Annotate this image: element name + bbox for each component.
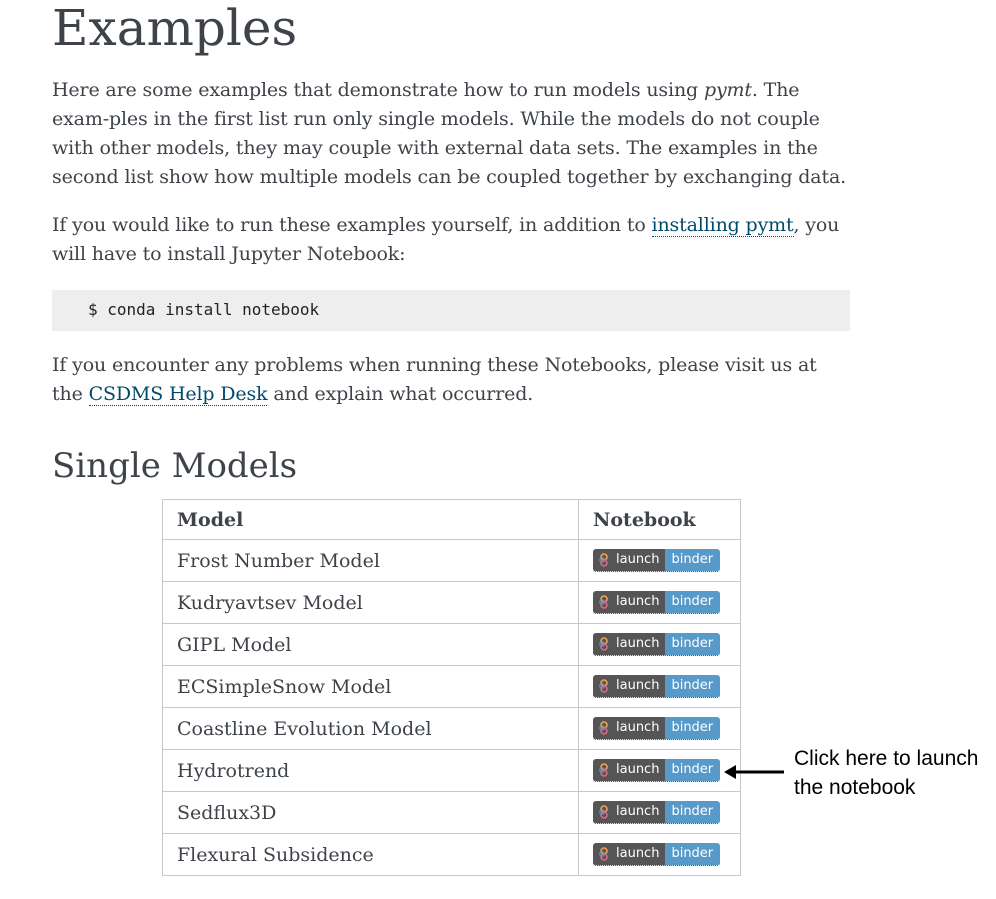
model-name: Coastline Evolution Model — [163, 708, 579, 750]
section-title: Single Models — [52, 446, 298, 486]
binder-logo-icon — [598, 553, 610, 567]
table-row — [163, 624, 741, 666]
badge-launch-label: launch — [616, 594, 660, 610]
table-row — [163, 834, 741, 876]
launch-binder-button[interactable] — [593, 549, 720, 572]
intro-paragraph — [52, 76, 852, 192]
arrow-icon — [722, 762, 788, 782]
table-row — [163, 666, 741, 708]
header-model: Model — [163, 500, 579, 540]
notebook-cell — [579, 624, 741, 666]
table-header-row — [163, 500, 741, 540]
notebook-cell — [579, 792, 741, 834]
launch-binder-button[interactable] — [593, 633, 720, 656]
badge-left — [593, 633, 665, 655]
badge-left — [593, 549, 665, 571]
binder-logo-icon — [598, 595, 610, 609]
badge-left — [593, 717, 665, 739]
notebook-cell — [579, 750, 741, 792]
page-title: Examples — [52, 0, 298, 57]
table-row — [163, 750, 741, 792]
csdms-help-desk-link[interactable]: CSDMS Help Desk — [88, 383, 268, 405]
annotation-line-2: the notebook — [794, 776, 916, 799]
pymt-emphasis: pymt — [703, 79, 752, 101]
badge-binder-label: binder — [665, 801, 720, 823]
badge-binder-label: binder — [665, 675, 720, 697]
model-name: Flexural Subsidence — [163, 834, 579, 876]
launch-binder-button[interactable] — [593, 675, 720, 698]
installing-pymt-link[interactable]: installing pymt — [651, 214, 794, 236]
badge-binder-label: binder — [665, 717, 720, 739]
model-name: Frost Number Model — [163, 540, 579, 582]
notebook-cell — [579, 540, 741, 582]
binder-logo-icon — [598, 763, 610, 777]
badge-launch-label: launch — [616, 804, 660, 820]
header-notebook: Notebook — [579, 500, 741, 540]
launch-binder-button[interactable] — [593, 843, 720, 866]
badge-binder-label: binder — [665, 633, 720, 655]
badge-left — [593, 675, 665, 697]
binder-logo-icon — [598, 805, 610, 819]
launch-binder-button[interactable] — [593, 801, 720, 824]
notebook-cell — [579, 582, 741, 624]
badge-left — [593, 591, 665, 613]
launch-binder-button[interactable] — [593, 591, 720, 614]
help-paragraph — [52, 351, 852, 409]
binder-logo-icon — [598, 847, 610, 861]
table-row — [163, 792, 741, 834]
badge-binder-label: binder — [665, 591, 720, 613]
binder-logo-icon — [598, 679, 610, 693]
table-row — [163, 540, 741, 582]
model-name: Kudryavtsev Model — [163, 582, 579, 624]
intro-text-1: Here are some examples that demonstrate how to run models using — [52, 79, 704, 101]
table-row — [163, 708, 741, 750]
binder-logo-icon — [598, 721, 610, 735]
badge-launch-label: launch — [616, 762, 660, 778]
badge-binder-label: binder — [665, 759, 720, 781]
badge-launch-label: launch — [616, 636, 660, 652]
badge-launch-label: launch — [616, 846, 660, 862]
badge-binder-label: binder — [665, 549, 720, 571]
code-line: $ conda install notebook — [88, 300, 320, 319]
table-row — [163, 582, 741, 624]
model-name: Sedflux3D — [163, 792, 579, 834]
notebook-cell — [579, 708, 741, 750]
model-name: ECSimpleSnow Model — [163, 666, 579, 708]
help-text-1: If you encounter any problems when running these Notebooks, please visit us at the — [52, 354, 817, 405]
badge-left — [593, 801, 665, 823]
launch-binder-button[interactable] — [593, 717, 720, 740]
notebook-cell — [579, 666, 741, 708]
install-text-1: If you would like to run these examples yourself, in addition to — [52, 214, 652, 236]
badge-left — [593, 759, 665, 781]
badge-launch-label: launch — [616, 552, 660, 568]
launch-binder-button[interactable] — [593, 759, 720, 782]
model-name: Hydrotrend — [163, 750, 579, 792]
badge-launch-label: launch — [616, 678, 660, 694]
badge-left — [593, 843, 665, 865]
install-text-2: , you will have to install Jupyter Notebook: — [52, 214, 840, 265]
model-name: GIPL Model — [163, 624, 579, 666]
install-paragraph — [52, 211, 852, 269]
annotation-line-1: Click here to launch — [794, 747, 979, 770]
models-table — [162, 499, 741, 876]
badge-binder-label: binder — [665, 843, 720, 865]
intro-text-2: . The exam-ples in the first list run only single models. While the models do not couple with other models, they may couple with external data sets. The examples in the second list show how multiple models can be coupled together by exchanging data. — [52, 79, 847, 188]
help-text-2: and explain what occurred. — [267, 383, 534, 405]
binder-logo-icon — [598, 637, 610, 651]
code-block — [52, 290, 850, 331]
badge-launch-label: launch — [616, 720, 660, 736]
notebook-cell — [579, 834, 741, 876]
annotation-callout — [794, 744, 994, 802]
